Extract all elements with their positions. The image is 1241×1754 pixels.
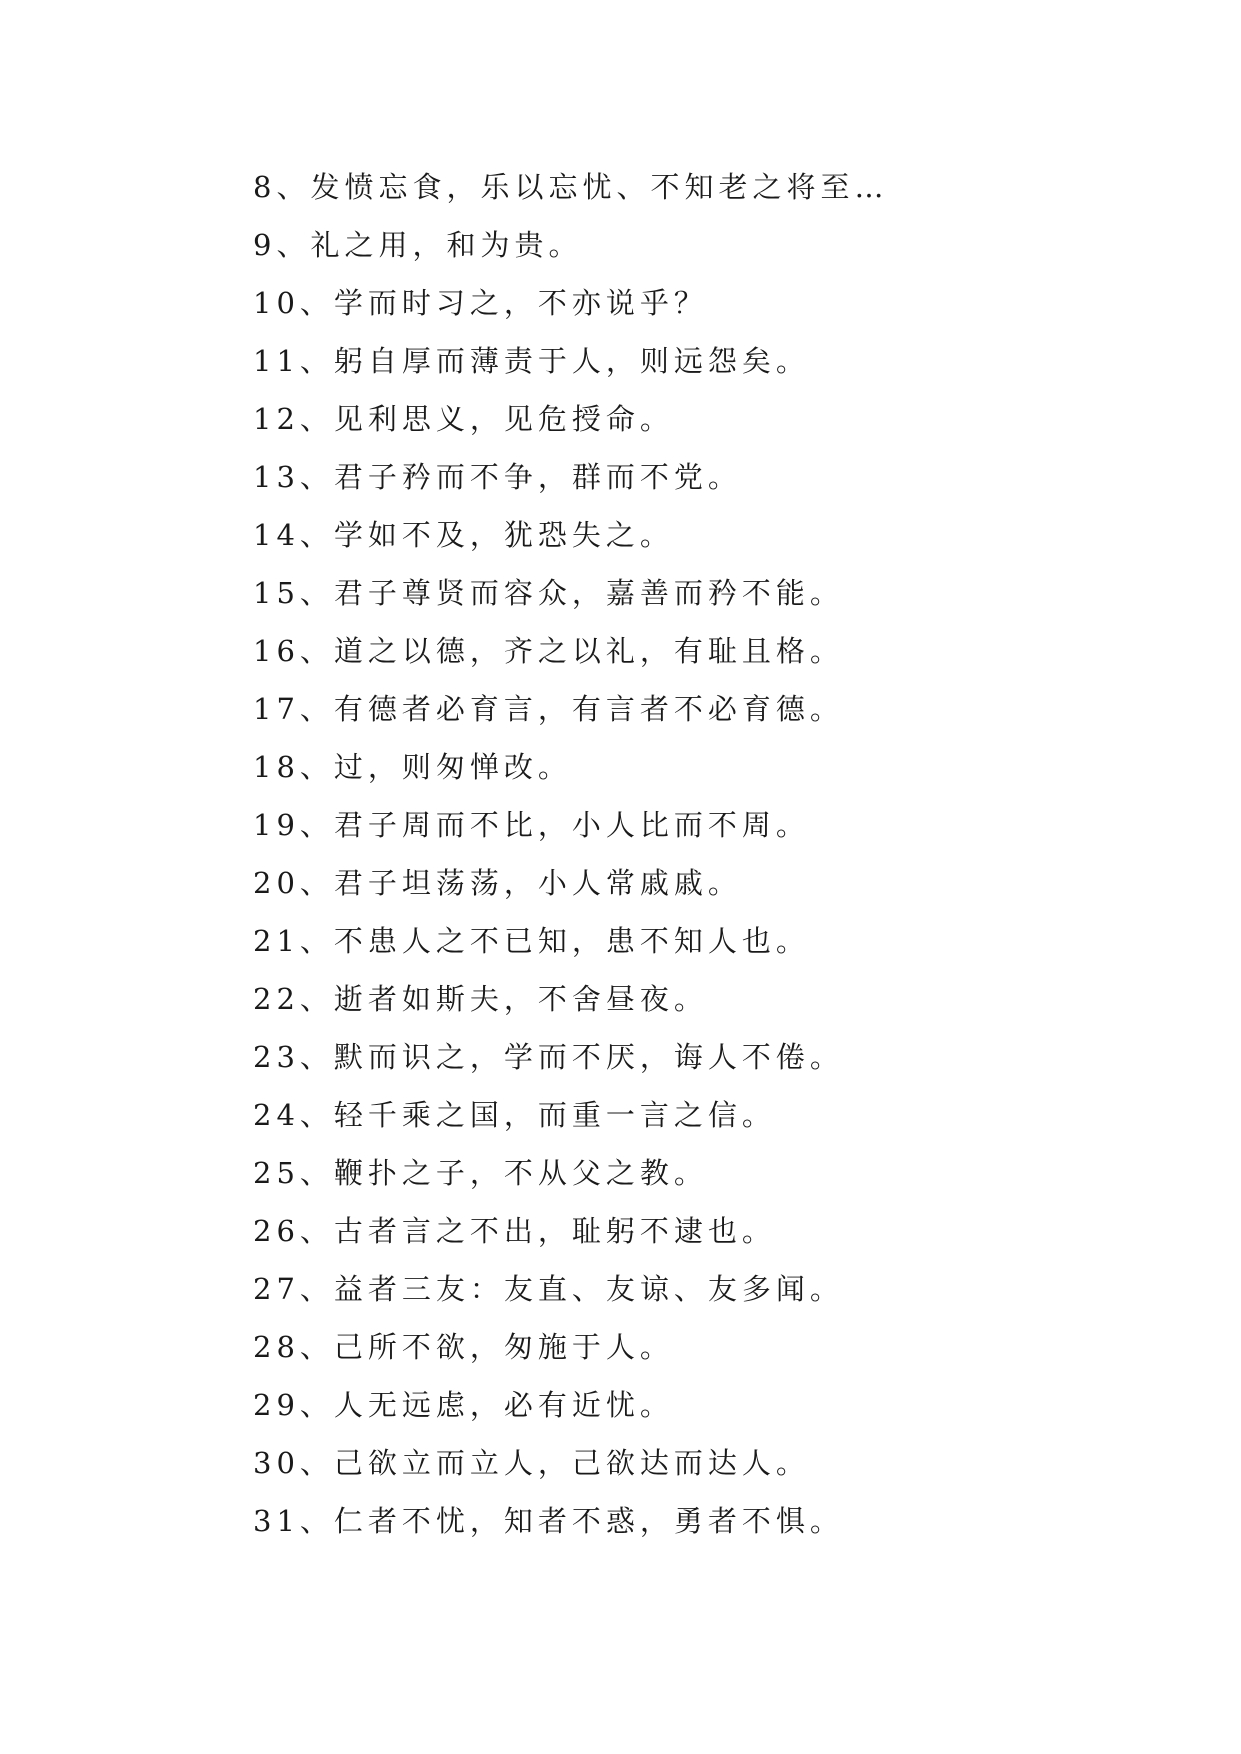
quote-line-18: 18、过，则匆惮改。 [253, 750, 572, 784]
quote-line-16: 16、道之以德，齐之以礼，有耻且格。 [253, 634, 844, 668]
quote-line-22: 22、逝者如斯夫，不舍昼夜。 [253, 982, 708, 1016]
quote-line-20: 20、君子坦荡荡，小人常戚戚。 [253, 866, 742, 900]
quote-line-27: 27、益者三友：友直、友谅、友多闻。 [253, 1272, 844, 1306]
quote-line-29: 29、人无远虑，必有近忧。 [253, 1388, 674, 1422]
quote-line-19: 19、君子周而不比，小人比而不周。 [253, 808, 810, 842]
quote-line-10: 10、学而时习之，不亦说乎？ [253, 286, 708, 320]
quote-line-15: 15、君子尊贤而容众，嘉善而矜不能。 [253, 576, 844, 610]
quote-line-17: 17、有德者必育言，有言者不必育德。 [253, 692, 844, 726]
quote-list [253, 158, 888, 1550]
quote-line-11: 11、躬自厚而薄责于人，则远怨矣。 [253, 344, 810, 378]
quote-line-26: 26、古者言之不出，耻躬不逮也。 [253, 1214, 776, 1248]
quote-line-9: 9、礼之用，和为贵。 [253, 228, 583, 262]
quote-line-8: 8、发愤忘食，乐以忘忧、不知老之将至… [253, 170, 889, 204]
quote-line-12: 12、见利思义，见危授命。 [253, 402, 674, 436]
quote-line-14: 14、学如不及，犹恐失之。 [253, 518, 674, 552]
quote-line-24: 24、轻千乘之国，而重一言之信。 [253, 1098, 776, 1132]
quote-line-31: 31、仁者不忧，知者不惑，勇者不惧。 [253, 1504, 844, 1538]
quote-line-23: 23、默而识之，学而不厌，诲人不倦。 [253, 1040, 844, 1074]
quote-line-21: 21、不患人之不已知，患不知人也。 [253, 924, 810, 958]
quote-line-28: 28、己所不欲，匆施于人。 [253, 1330, 674, 1364]
quote-line-13: 13、君子矜而不争，群而不党。 [253, 460, 742, 494]
quote-line-30: 30、己欲立而立人，己欲达而达人。 [253, 1446, 810, 1480]
quote-line-25: 25、鞭扑之子，不从父之教。 [253, 1156, 708, 1190]
